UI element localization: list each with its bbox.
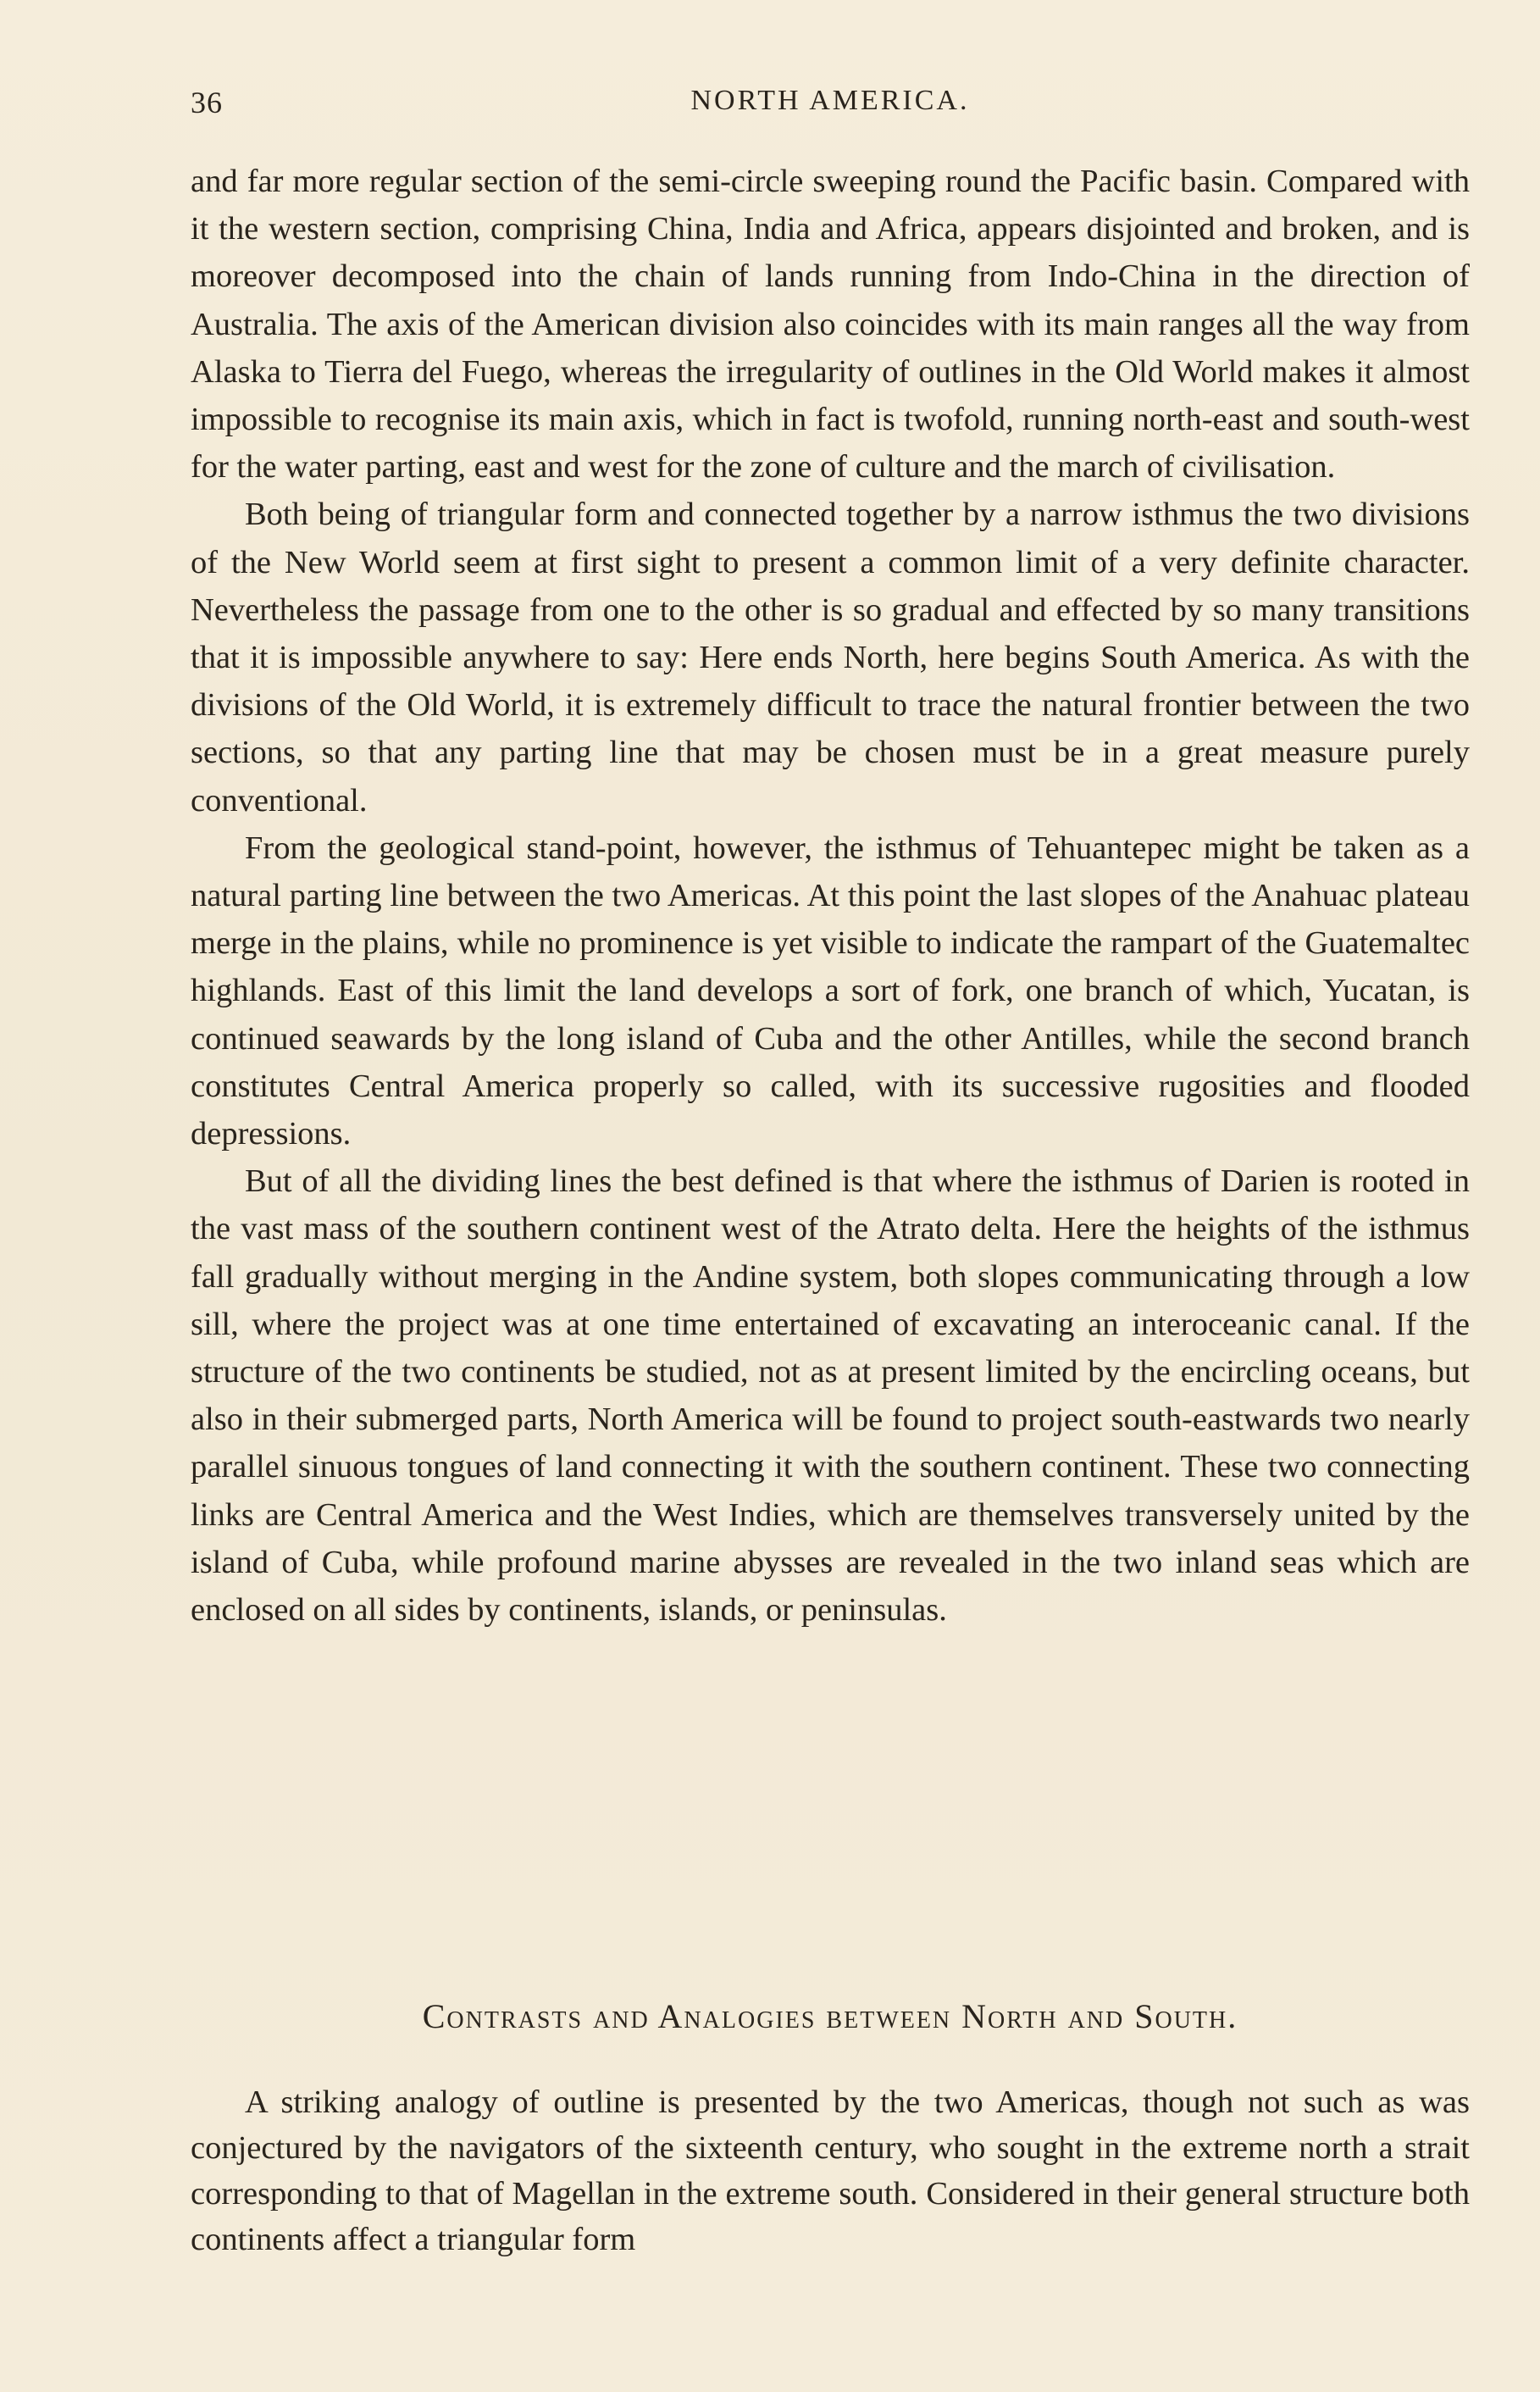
paragraph-3: From the geological stand-point, however, the isthmus of Tehuantepec might be taken as a natural parting line between the two Americas. At this point the last slopes of the Anahuac plateau merge in the plains, while no prominence is yet visible to indicate the rampart of the Guatemaltec highlands. East of this limit the land develops a sort of fork, one branch of which, Yucatan, is continued seawards by the long island of Cuba and the other Antilles, while the second branch constitutes Central America properly so called, with its successive rugosities and flooded depressions. <box>191 830 1470 1152</box>
page-number: 36 <box>191 86 223 119</box>
body-text <box>191 158 1470 1634</box>
paragraph-4: But of all the dividing lines the best defined is that where the isthmus of Darien is rooted in the vast mass of the southern continent west of the Atrato delta. Here the heights of the isthmus fall gradually without merging in the Andine system, both slopes communicating through a low sill, where the project was at one time entertained of excavating an interoceanic canal. If the structure of the two continents be studied, not as at present limited by the encircling oceans, but also in their submerged parts, North America will be found to project south-eastwards two nearly parallel sinuous tongues of land connecting it with the southern continent. These two connecting links are Central America and the West Indies, which are themselves transversely united by the island of Cuba, while profound marine abysses are revealed in the two inland seas which are enclosed on all sides by continents, islands, or peninsulas. <box>191 1163 1470 1629</box>
section-heading: Contrasts and Analogies between North and South. <box>422 1997 1238 2035</box>
paragraph-2: Both being of triangular form and connected together by a narrow isthmus the two divisions of the New World seem at first sight to present a common limit of a very definite character. Nevertheless the passage from one to the other is so gradual and effected by so many transitions that it is impossible anywhere to say: Here ends North, here begins South America. As with the divisions of the Old World, it is extremely difficult to trace the natural frontier between the two sections, so that any parting line that may be chosen must be in a great measure purely conventional. <box>191 497 1470 819</box>
paragraph-5: A striking analogy of outline is presented by the two Americas, though not such as was conjectured by the navigators of the sixteenth century, who sought in the extreme north a strait corresponding to that of Magellan in the extreme south. Considered in their general structure both continents affect a triangular form <box>191 2084 1470 2257</box>
paragraph-1: and far more regular section of the semi-circle sweeping round the Pacific basin. Compared with it the western section, comprising China, India and Africa, appears disjointed and broken, and is moreover decomposed into the chain of lands running from Indo-China in the direction of Australia. The axis of the American division also coincides with its main ranges all the way from Alaska to Tierra del Fuego, whereas the irregularity of outlines in the Old World makes it almost impossible to recognise its main axis, which in fact is twofold, running north-east and south-west for the water parting, east and west for the zone of culture and the march of civilisation. <box>191 164 1470 486</box>
running-head <box>191 85 1470 127</box>
running-title: NORTH AMERICA. <box>690 85 970 116</box>
section-body-text <box>191 2079 1470 2262</box>
